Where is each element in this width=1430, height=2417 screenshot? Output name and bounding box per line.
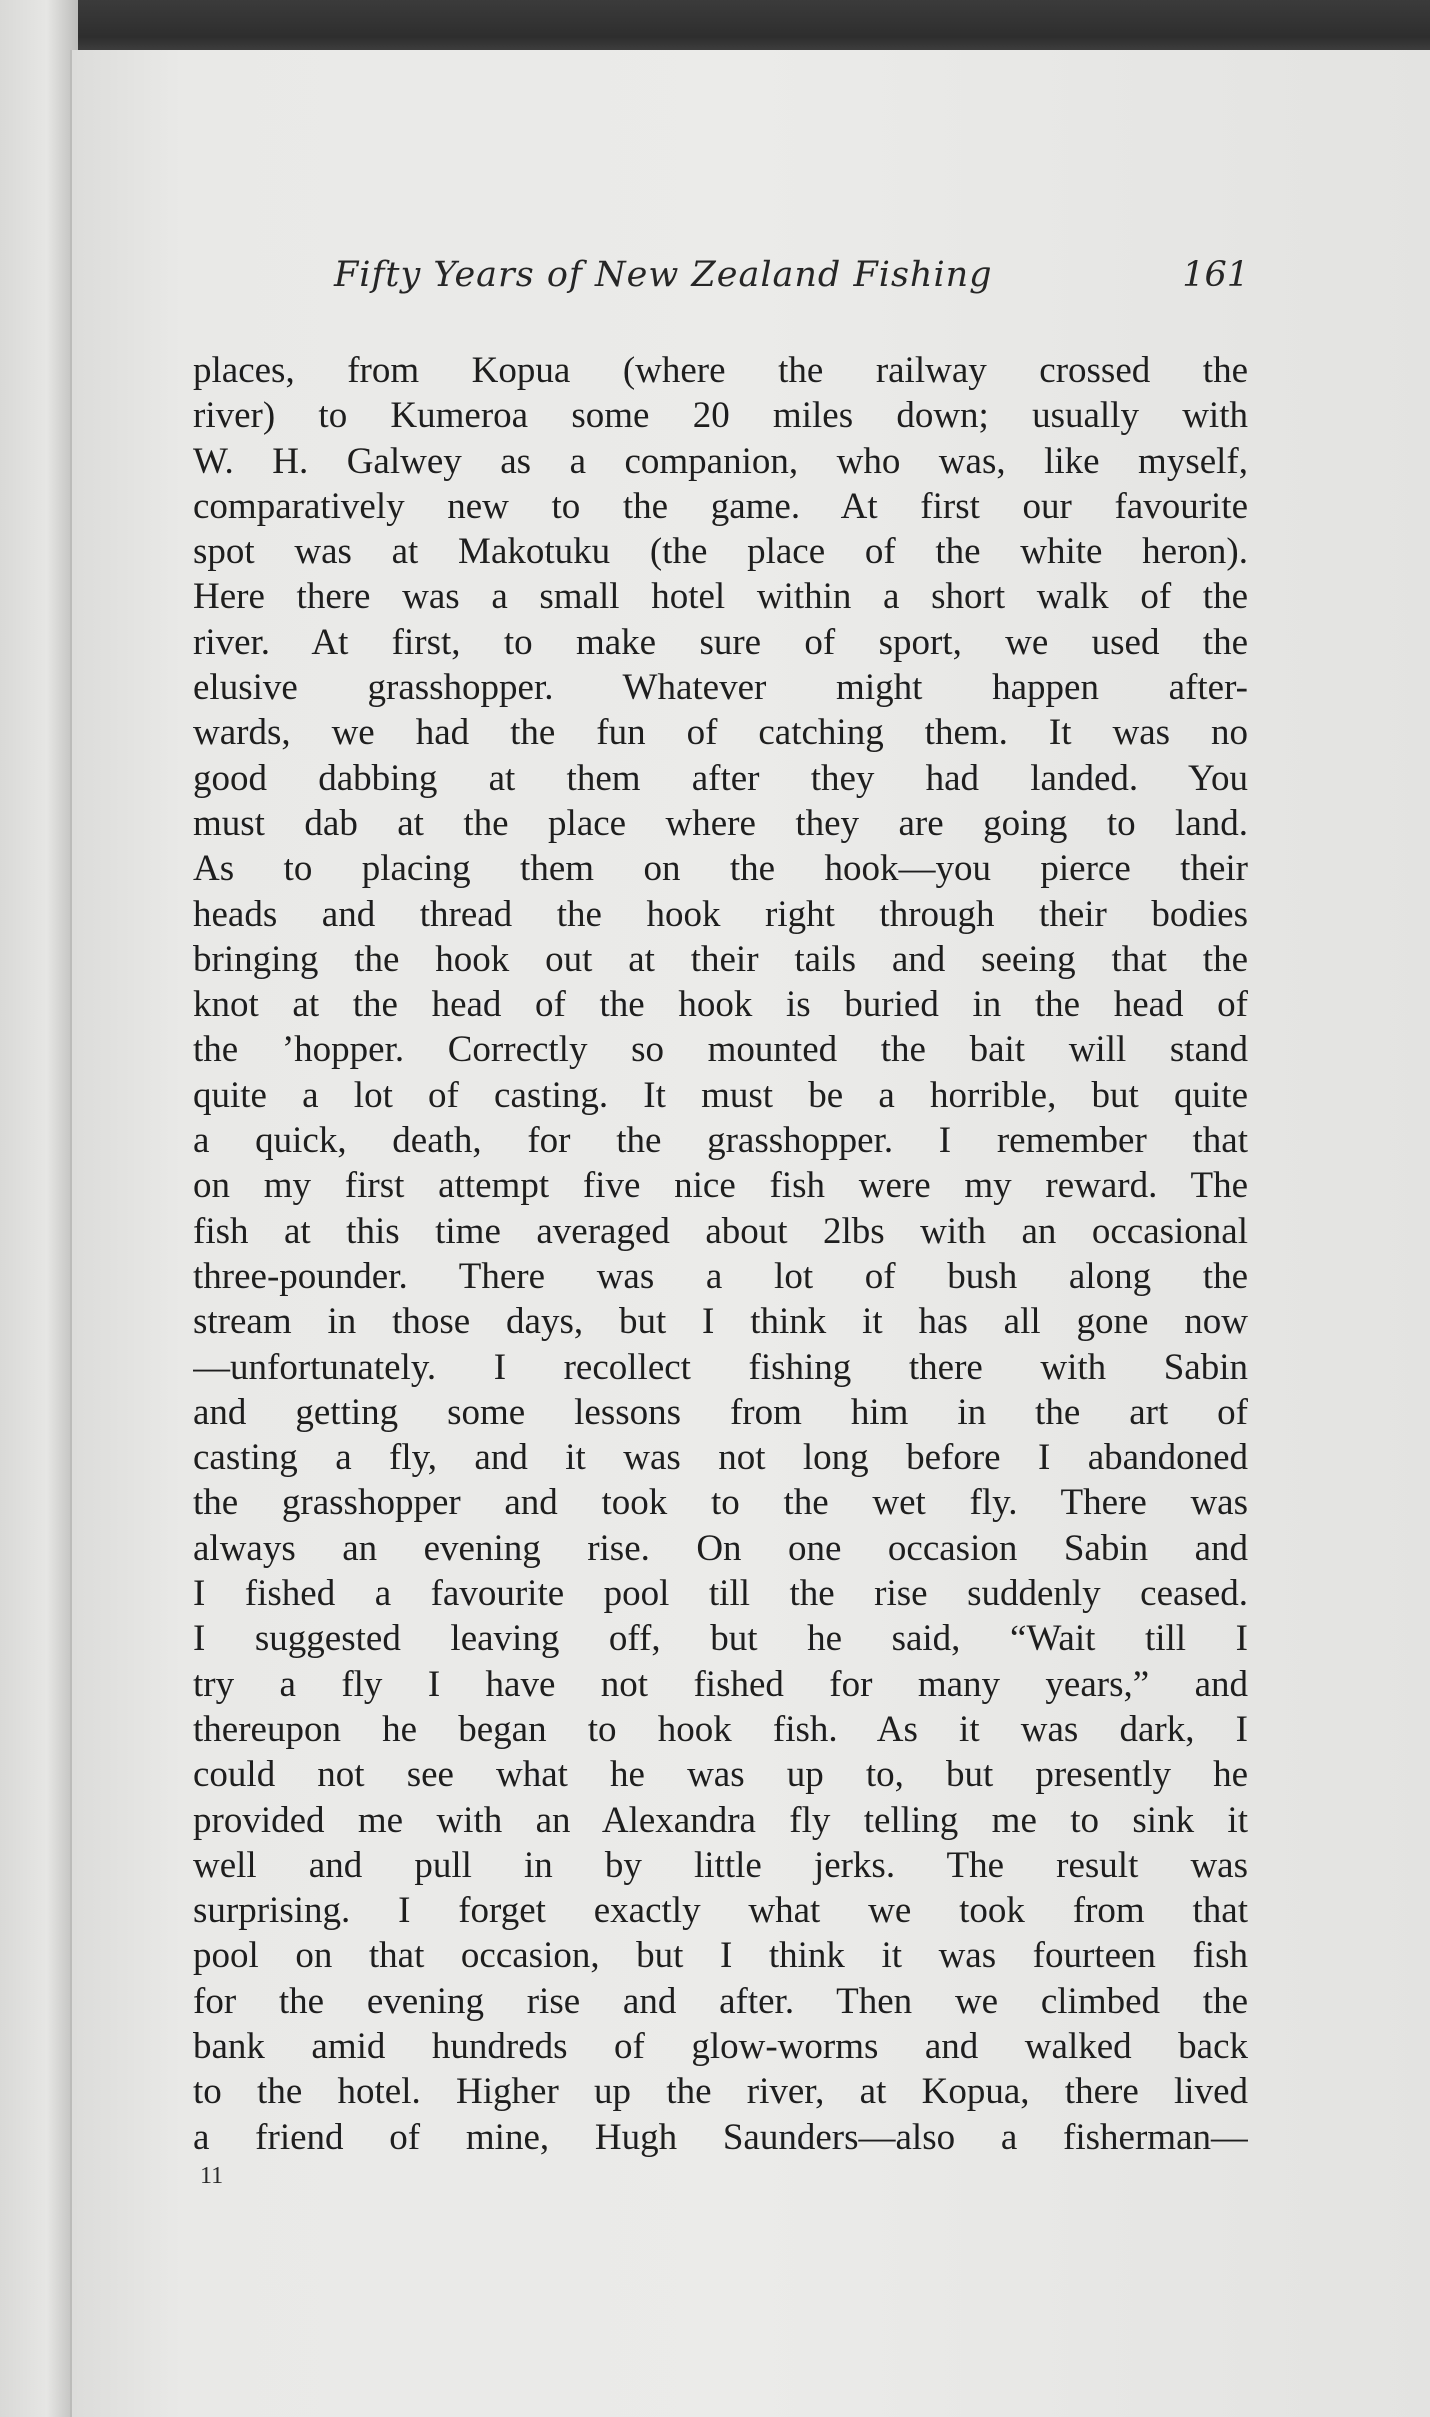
text-line: heads and thread the hook right through their bodies [193, 893, 1248, 935]
running-head [334, 255, 1249, 305]
page-number: 161 [1182, 255, 1249, 295]
text-line: provided me with an Alexandra fly telling me to sink it [193, 1799, 1248, 1841]
text-line: quite a lot of casting. It must be a horrible, but quite [193, 1074, 1248, 1116]
text-line: surprising. I forget exactly what we took from that [193, 1890, 1248, 1932]
text-line: three-pounder. There was a lot of bush along the [193, 1255, 1248, 1297]
text-line: fish at this time averaged about 2lbs with an occasional [193, 1210, 1248, 1252]
text-line: the ’hopper. Correctly so mounted the bait will stand [193, 1029, 1248, 1071]
text-line: try a fly I have not fished for many years,” and [193, 1663, 1248, 1705]
body-text [193, 348, 1248, 2160]
text-line: places, from Kopua (where the railway crossed the [193, 350, 1248, 391]
text-line: the grasshopper and took to the wet fly. There was [193, 1482, 1248, 1524]
text-line: wards, we had the fun of catching them. It was no [193, 712, 1248, 754]
text-line: a quick, death, for the grasshopper. I remember that [193, 1120, 1248, 1162]
text-line: bringing the hook out at their tails and seeing that the [193, 938, 1248, 980]
text-line: casting a fly, and it was not long before I abandoned [193, 1437, 1248, 1479]
text-line: knot at the head of the hook is buried in the head of [193, 984, 1248, 1026]
text-line: to the hotel. Higher up the river, at Kopua, there lived [193, 2071, 1248, 2113]
text-line: well and pull in by little jerks. The result was [193, 1844, 1248, 1886]
text-line: and getting some lessons from him in the art of [193, 1391, 1248, 1433]
text-line: pool on that occasion, but I think it was fourteen fish [193, 1935, 1248, 1977]
text-line: Here there was a small hotel within a short walk of the [193, 576, 1248, 618]
text-line: —unfortunately. I recollect fishing there with Sabin [193, 1346, 1248, 1388]
text-line: elusive grasshopper. Whatever might happen after- [193, 667, 1248, 709]
text-line: could not see what he was up to, but presently he [193, 1754, 1248, 1796]
book-left-board [0, 0, 78, 2417]
text-line: spot was at Makotuku (the place of the white heron). [193, 531, 1248, 573]
text-line: good dabbing at them after they had landed. You [193, 757, 1248, 799]
text-line: W. H. Galwey as a companion, who was, like myself, [193, 440, 1248, 482]
signature-mark: 11 [200, 2163, 224, 2189]
text-line: thereupon he began to hook fish. As it was dark, I [193, 1708, 1248, 1750]
text-line: for the evening rise and after. Then we climbed the [193, 1980, 1248, 2022]
text-line: always an evening rise. On one occasion Sabin and [193, 1527, 1248, 1569]
text-line: river) to Kumeroa some 20 miles down; usually with [193, 395, 1248, 437]
text-line: I suggested leaving off, but he said, “Wait till I [193, 1618, 1248, 1660]
text-line: must dab at the place where they are going to land. [193, 802, 1248, 844]
text-line: I fished a favourite pool till the rise suddenly ceased. [193, 1573, 1248, 1615]
text-line: a friend of mine, Hugh Saunders—also a fisherman— [193, 2116, 1248, 2158]
text-line: comparatively new to the game. At first our favourite [193, 485, 1248, 527]
running-head-title: Fifty Years of New Zealand Fishing [334, 255, 993, 295]
text-line: river. At first, to make sure of sport, we used the [193, 621, 1248, 663]
text-line: bank amid hundreds of glow-worms and walked back [193, 2025, 1248, 2067]
text-line: stream in those days, but I think it has all gone now [193, 1301, 1248, 1343]
text-line: As to placing them on the hook—you pierce their [193, 848, 1248, 890]
text-line: on my first attempt five nice fish were my reward. The [193, 1165, 1248, 1207]
